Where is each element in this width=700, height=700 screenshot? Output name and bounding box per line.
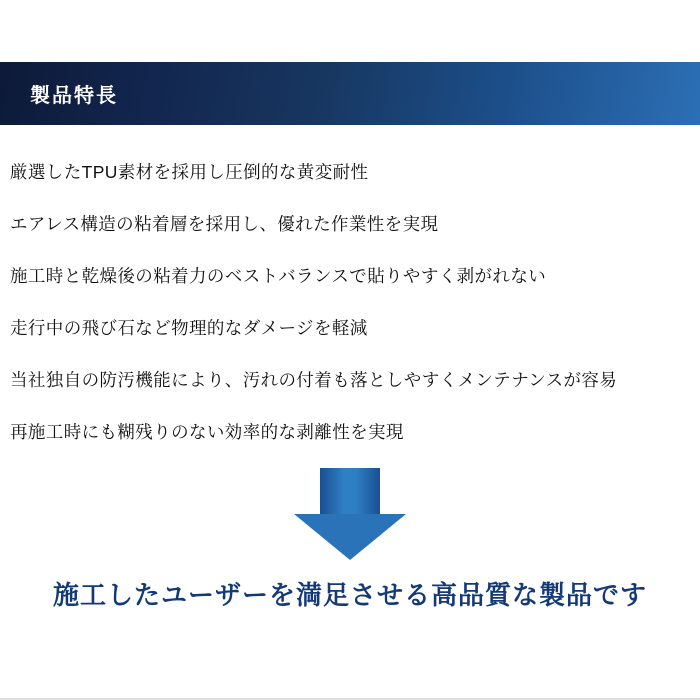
list-item — [0, 197, 700, 249]
list-item — [0, 301, 700, 353]
section-header-band — [0, 62, 700, 125]
down-arrow-icon — [294, 468, 406, 560]
feature-text: 厳選したTPU素材を採用し圧倒的な黄変耐性 — [10, 161, 369, 182]
list-item — [0, 405, 700, 457]
arrow-container — [0, 468, 700, 560]
feature-list — [0, 145, 700, 457]
list-item — [0, 353, 700, 405]
feature-text: エアレス構造の粘着層を採用し、優れた作業性を実現 — [10, 213, 439, 234]
closing-statement — [0, 575, 700, 612]
page-title: 製品特長 — [30, 85, 118, 107]
list-item — [0, 249, 700, 301]
feature-text: 再施工時にも糊残りのない効率的な剥離性を実現 — [10, 421, 404, 442]
feature-text: 当社独自の防汚機能により、汚れの付着も落としやすくメンテナンスが容易 — [10, 369, 618, 390]
arrow-head — [294, 514, 406, 560]
feature-text: 施工時と乾燥後の粘着力のベストバランスで貼りやすく剥がれない — [10, 265, 547, 286]
closing-text: 施工したユーザーを満足させる高品質な製品です — [52, 580, 647, 610]
feature-text: 走行中の飛び石など物理的なダメージを軽減 — [10, 317, 368, 338]
list-item — [0, 145, 700, 197]
arrow-shaft — [320, 468, 380, 514]
